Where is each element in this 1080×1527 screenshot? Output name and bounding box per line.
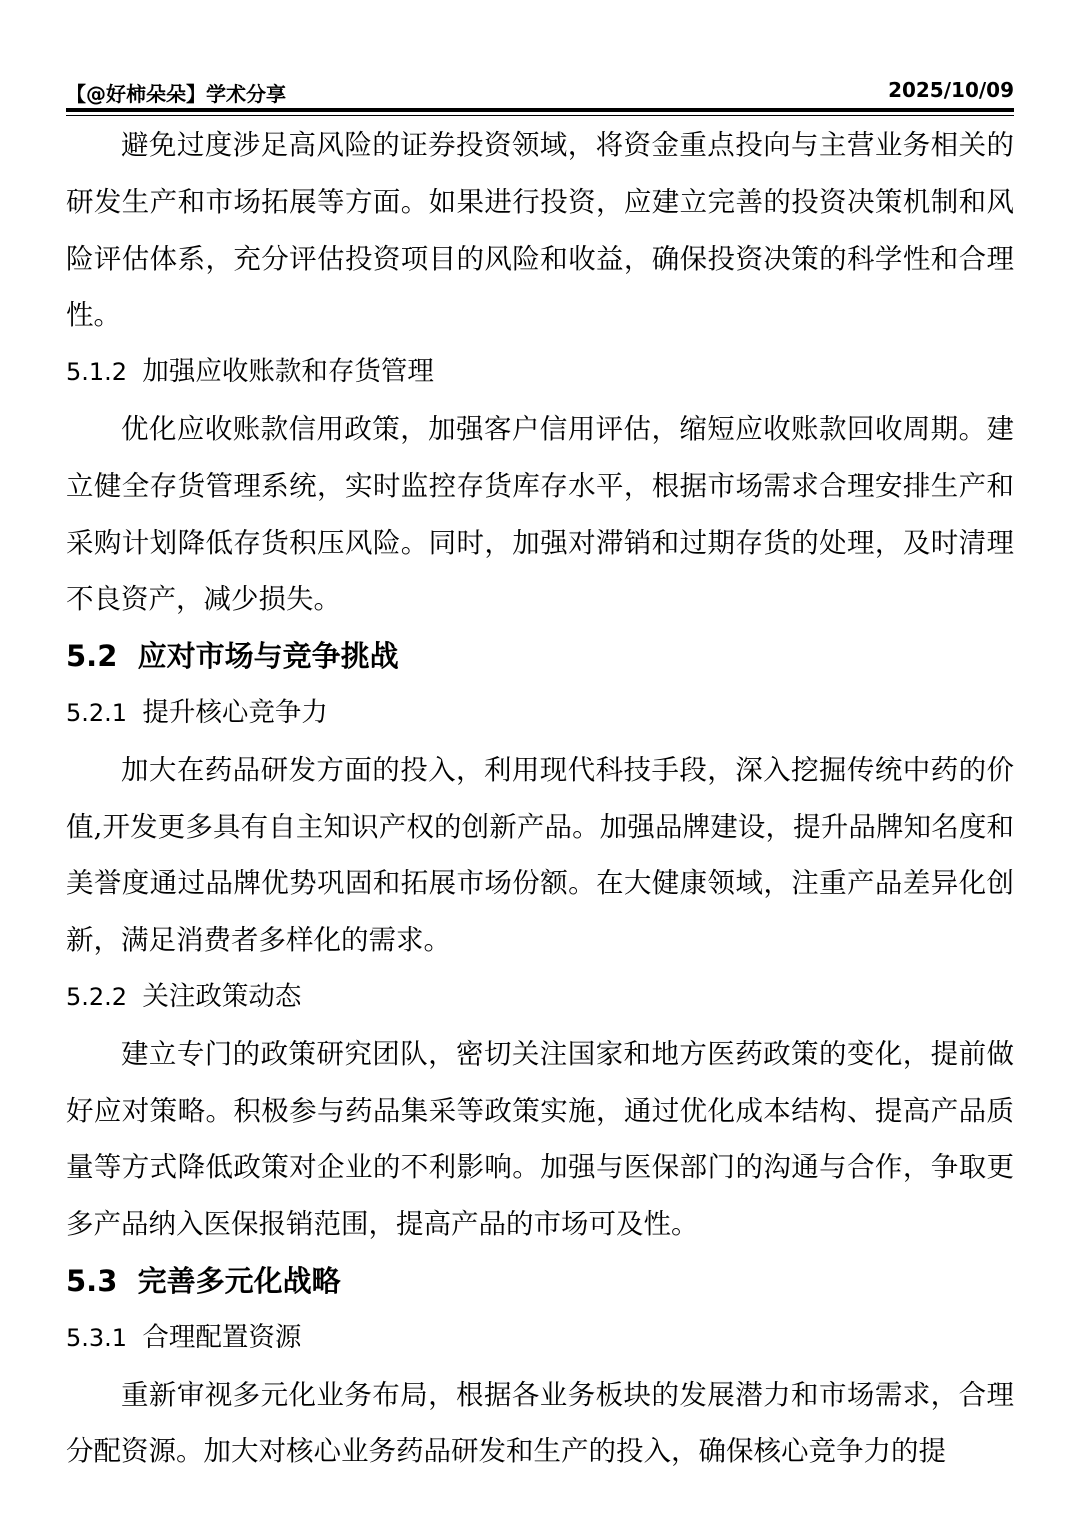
heading-title: 加强应收账款和存货管理 bbox=[142, 356, 434, 388]
heading-5-3-1 bbox=[66, 1310, 1014, 1367]
header-rule-thin bbox=[66, 115, 1014, 116]
heading-number: 5.3.1 bbox=[66, 1323, 128, 1352]
page-header bbox=[66, 78, 1014, 108]
heading-number: 5.2 bbox=[66, 639, 118, 674]
heading-5-2-2 bbox=[66, 969, 1014, 1026]
heading-5-2 bbox=[66, 628, 1014, 685]
heading-number: 5.1.2 bbox=[66, 358, 128, 387]
heading-title: 合理配置资源 bbox=[142, 1321, 302, 1353]
header-date: 2025/10/09 bbox=[888, 78, 1014, 102]
paragraph-receivables: 优化应收账款信用政策，加强客户信用评估，缩短应收账款回收周期。建立健全存货管理系统，实时监控存货库存水平，根据市场需求合理安排生产和采购计划降低存货积压风险。同时，加强对滞销和过期存货的处理，及时清理不良资产，减少损失。 bbox=[66, 412, 1014, 616]
heading-title: 应对市场与竞争挑战 bbox=[137, 639, 399, 674]
heading-number: 5.3 bbox=[66, 1263, 118, 1298]
paragraph-investment: 避免过度涉足高风险的证券投资领域，将资金重点投向与主营业务相关的研发生产和市场拓展等方面。如果进行投资，应建立完善的投资决策机制和风险评估体系，充分评估投资项目的风险和收益，确保投资决策的科学性和合理性。 bbox=[66, 129, 1014, 332]
heading-5-2-1 bbox=[66, 685, 1014, 742]
header-source: 【@好柿朵朵】学术分享 bbox=[66, 82, 286, 106]
paragraph-policy: 建立专门的政策研究团队，密切关注国家和地方医药政策的变化，提前做好应对策略。积极参与药品集采等政策实施，通过优化成本结构、提高产品质量等方式降低政策对企业的不利影响。加强与医保部门的沟通与合作，争取更多产品纳入医保报销范围，提高产品的市场可及性。 bbox=[66, 1037, 1014, 1241]
heading-5-3 bbox=[66, 1253, 1014, 1310]
document-body bbox=[66, 117, 1014, 1480]
heading-title: 提升核心竞争力 bbox=[142, 696, 328, 728]
heading-title: 关注政策动态 bbox=[142, 980, 302, 1012]
heading-title: 完善多元化战略 bbox=[137, 1263, 341, 1298]
header-rule-thick bbox=[66, 108, 1014, 112]
heading-number: 5.2.1 bbox=[66, 698, 128, 727]
paragraph-resources: 重新审视多元化业务布局，根据各业务板块的发展潜力和市场需求，合理分配资源。加大对核心业务药品研发和生产的投入，确保核心竞争力的提 bbox=[66, 1378, 1014, 1468]
paragraph-competitiveness: 加大在药品研发方面的投入，利用现代科技手段，深入挖掘传统中药的价值,开发更多具有自主知识产权的创新产品。加强品牌建设，提升品牌知名度和美誉度通过品牌优势巩固和拓展市场份额。在大健康领域，注重产品差异化创新，满足消费者多样化的需求。 bbox=[66, 753, 1014, 957]
heading-5-1-2 bbox=[66, 344, 1014, 401]
heading-number: 5.2.2 bbox=[66, 982, 128, 1011]
